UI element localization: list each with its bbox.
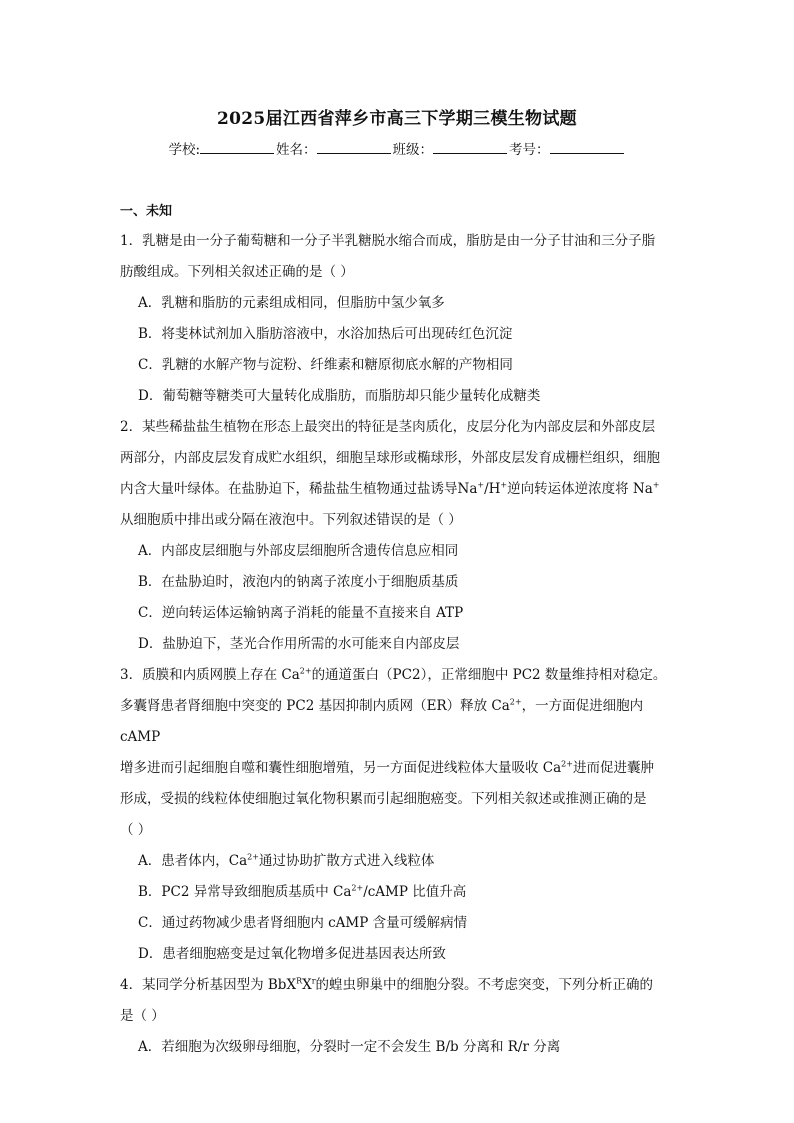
question-2-option-d[interactable]: D．盐胁迫下，茎光合作用所需的水可能来自内部皮层 (138, 636, 460, 652)
name-label: 姓名： (276, 142, 317, 158)
student-info-row (0, 138, 794, 158)
name-blank[interactable] (317, 141, 391, 154)
question-4-line-1: 4．某同学分析基因型为 $BbX^RX^r$的蝗虫卵巢中的细胞分裂。不考虑突变，下列分析正确的 (120, 976, 654, 993)
question-1-option-d[interactable]: D．葡萄糖等糖类可大量转化成脂肪，而脂肪却只能少量转化成糖类 (138, 388, 541, 404)
question-2-option-b[interactable]: B．在盐胁迫时，液泡内的钠离子浓度小于细胞质基质 (138, 574, 459, 590)
question-2-line-1: 2．某些稀盐盐生植物在形态上最突出的特征是茎肉质化，皮层分化为内部皮层和外部皮层 (120, 419, 656, 435)
question-3-option-d[interactable]: D．患者细胞癌变是过氧化物增多促进基因表达所致 (138, 946, 446, 962)
question-3-line-1: 3．质膜和内质网膜上存在 $Ca^{2+}$的通道蛋白（PC2），正常细胞中 PC2 数量维持相对稳定。 (120, 666, 667, 683)
question-2-line-4: 从细胞质中排出或分隔在液泡中。下列叙述错误的是（ ） (120, 512, 462, 528)
question-2-option-a[interactable]: A．内部皮层细胞与外部皮层细胞所含遗传信息应相同 (138, 543, 459, 559)
school-blank[interactable] (200, 141, 274, 154)
question-3-line-2: 多囊肾患者肾细胞中突变的 PC2 基因抑制内质网（ER）释放 $Ca^{2+}$，一方面促进细胞内 cAMP (120, 697, 644, 745)
question-3-option-b[interactable]: B．PC2 异常导致细胞质基质中 $Ca^{2+}$/cAMP 比值升高 (138, 883, 467, 900)
question-3-option-a[interactable]: A．患者体内，$Ca^{2+}$通过协助扩散方式进入线粒体 (138, 852, 435, 869)
question-3-line-3: 增多进而引起细胞自噬和囊性细胞增殖，另一方面促进线粒体大量吸收 $Ca^{2+}$进而促进囊肿 (120, 759, 654, 776)
question-2-line-2: 两部分，内部皮层发育成贮水组织，细胞呈球形或椭球形，外部皮层发育成栅栏组织，细胞 (120, 450, 660, 466)
question-1-line-1: 1．乳糖是由一分子葡萄糖和一分子半乳糖脱水缩合而成，脂肪是由一分子甘油和三分子脂 (120, 233, 656, 249)
question-1-option-c[interactable]: C．乳糖的水解产物与淀粉、纤维素和糖原彻底水解的产物相同 (138, 357, 513, 373)
question-1-option-b[interactable]: B．将斐林试剂加入脂肪溶液中，水浴加热后可出现砖红色沉淀 (138, 326, 513, 342)
exam-number-blank[interactable] (550, 141, 624, 154)
question-2-option-c[interactable]: C．逆向转运体运输钠离子消耗的能量不直接来自 ATP (138, 605, 464, 621)
question-3-line-4: 形成，受损的线粒体使细胞过氧化物积累而引起细胞癌变。下列相关叙述或推测正确的是 (120, 791, 647, 807)
question-3-option-c[interactable]: C．通过药物减少患者肾细胞内 cAMP 含量可缓解病情 (138, 915, 468, 931)
exam-title: 2025届江西省萍乡市高三下学期三模生物试题 (217, 109, 577, 129)
class-blank[interactable] (433, 141, 507, 154)
question-content (120, 198, 680, 1063)
school-label: 学校: (168, 142, 201, 158)
question-1-line-2: 肪酸组成。下列相关叙述正确的是（ ） (120, 264, 354, 280)
class-label: 班级： (392, 142, 434, 158)
question-3-line-5: （ ） (120, 822, 152, 838)
exam-number-label: 考号： (509, 142, 550, 158)
question-4-line-2: 是（ ） (120, 1008, 165, 1024)
question-1-option-a[interactable]: A．乳糖和脂肪的元素组成相同，但脂肪中氢少氧多 (138, 295, 445, 311)
question-2-line-3: 内含大量叶绿体。在盐胁迫下，稀盐盐生植物通过盐诱导Na+/H+逆向转运体逆浓度将 Na+ (120, 480, 660, 497)
question-4-option-a[interactable]: A．若细胞为次级卵母细胞，分裂时一定不会发生 B/b 分离和 R/r 分离 (138, 1039, 561, 1055)
section-heading: 一、未知 (120, 204, 173, 219)
